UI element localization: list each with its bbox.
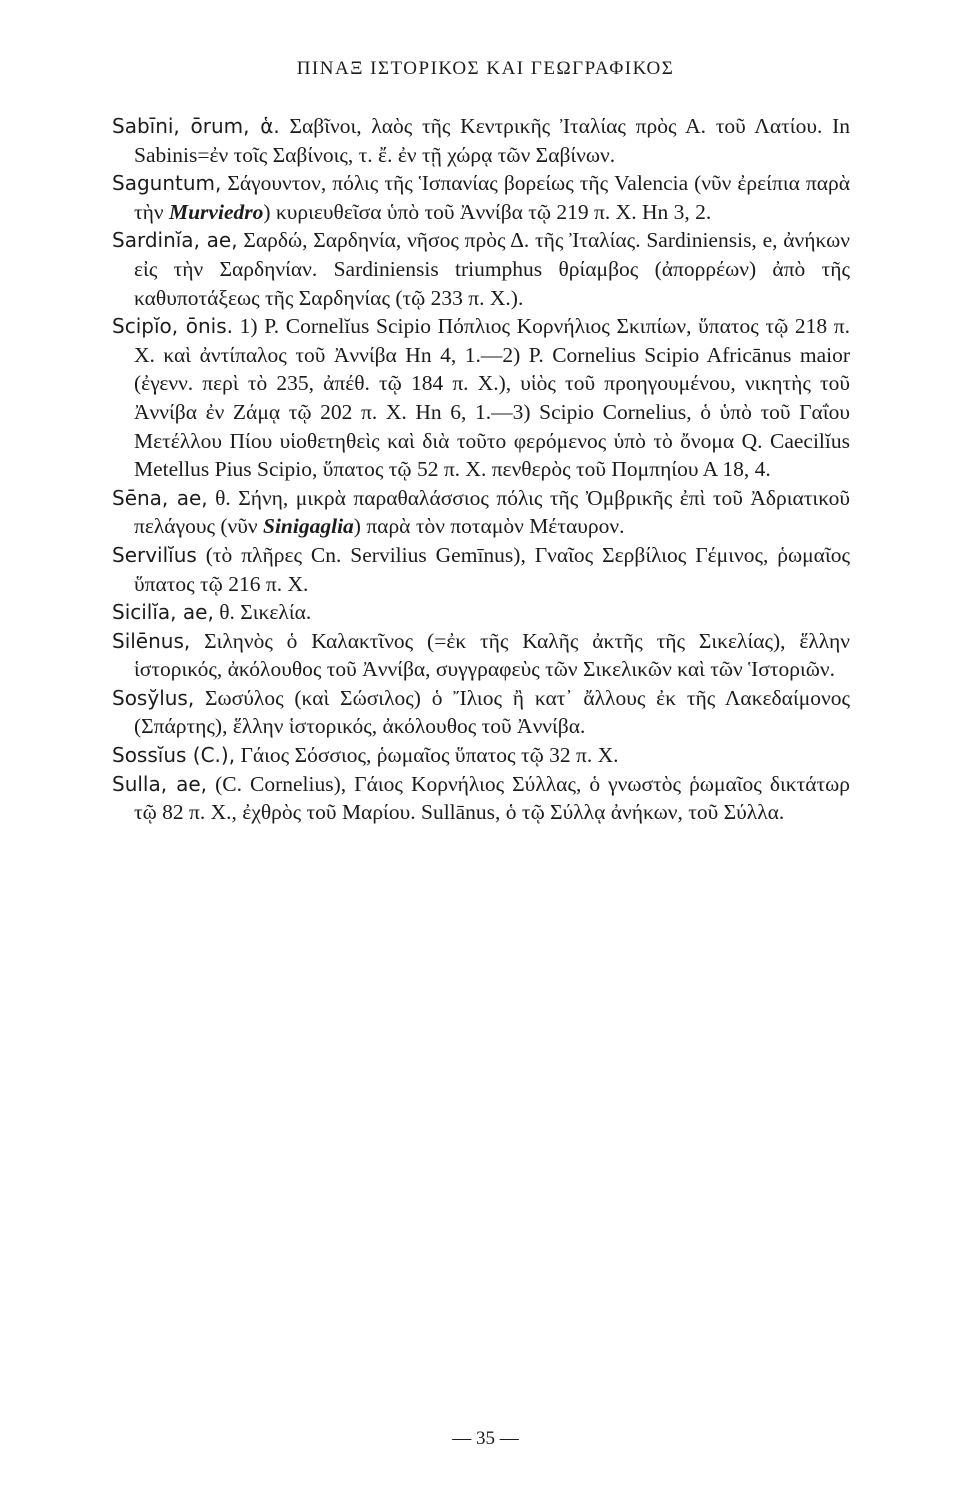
entry-italic-text: Murviedro bbox=[168, 199, 264, 224]
index-entry-servilius bbox=[112, 541, 850, 598]
running-head: ΠΙΝΑΞ ΙΣΤΟΡΙΚΟΣ ΚΑΙ ΓΕΩΓΡΑΦΙΚΟΣ bbox=[296, 58, 675, 79]
entry-term: Scipĭo, ōnis. bbox=[112, 314, 233, 339]
entry-text: Σάγουντον, πόλις τῆς Ἱσπανίας βορείως τῆς Valencia (νῦν ἐρείπια παρὰ τὴν bbox=[134, 171, 850, 224]
entry-text: Σαβῖνοι, λαὸς τῆς Κεντρικῆς Ἰταλίας πρὸς Α. τοῦ Λατίου. In Sabinis=ἐν τοῖς Σαβίνοις, τ. ἔ. ἐν τῇ χώρᾳ τῶν Σαβίνων. bbox=[134, 114, 850, 167]
page-number: — 35 — bbox=[452, 1428, 519, 1449]
entry-text-continued: ) κυριευθεῖσα ὑπὸ τοῦ Ἀννίβα τῷ 219 π. Χ. Hn 3, 2. bbox=[263, 199, 712, 224]
entry-term: Sardinĭa, ae, bbox=[112, 228, 238, 253]
entry-text: θ. Σικελία. bbox=[213, 600, 312, 625]
entry-text: (τὸ πλῆρες Cn. Servilius Gemīnus), Γναῖος Σερβίλιος Γέμινος, ῥωμαῖος ὕπατος τῷ 216 π. Χ. bbox=[134, 542, 850, 596]
entry-text-continued: ) παρὰ τὸν ποταμὸν Μέταυρον. bbox=[353, 514, 625, 539]
index-entry-sardinia bbox=[112, 226, 850, 312]
entry-text: Σιληνὸς ὁ Καλακτῖνος (=ἐκ τῆς Καλῆς ἀκτῆς τῆς Σικελίας), ἕλλην ἱστορικός, ἀκόλουθος τοῦ Ἀννίβα, συγγραφεὺς τῶν Σικελικῶν καὶ τῶν Ἱστοριῶν. bbox=[134, 628, 850, 682]
entry-term: Servilĭus bbox=[112, 542, 197, 567]
entry-italic-text: Sinigaglia bbox=[262, 514, 354, 539]
index-entry-sulla bbox=[112, 770, 850, 827]
index-entry-saguntum bbox=[112, 169, 850, 226]
entry-text: θ. Σήνη, μικρὰ παραθαλάσσιος πόλις τῆς Ὀμβρικῆς ἐπὶ τοῦ Ἀδριατικοῦ πελάγους (νῦν bbox=[134, 485, 850, 539]
index-entry-sossius bbox=[112, 741, 850, 770]
entry-term: Sulla, ae, bbox=[112, 771, 208, 796]
entry-text: 1) P. Cornelĭus Scipio Πόπλιος Κορνήλιος Σκιπίων, ὕπατος τῷ 218 π. Χ. καὶ ἀντίπαλος τοῦ Ἀννίβα Hn 4, 1.—2) P. Cornelius Scipio Africānus maior (ἐγενν. περὶ τὸ 235, ἀπέθ. τῷ 184 π. Χ.), υἱὸς τοῦ προηγουμένου, νικητὴς τοῦ Ἀννίβα ἐν Ζάμᾳ τῷ 202 π. Χ. Hn 6, 1.—3) Scipio Cornelius, ὁ ὑπὸ τοῦ Γαΐου Μετέλλου Πίου υἱοθετηθεὶς καὶ διὰ τοῦτο φερόμενος ὑπὸ τὸ ὄνομα Q. Caecilĭus Metellus Pius Scipio, ὕπατος τῷ 52 π. Χ. πενθερὸς τοῦ Πομπηίου Α 18, 4. bbox=[134, 314, 850, 482]
entry-term: Saguntum, bbox=[112, 171, 222, 196]
index-entry-sabini bbox=[112, 112, 850, 169]
entry-text: Γάιος Σόσσιος, ῥωμαῖος ὕπατος τῷ 32 π. Χ. bbox=[235, 743, 619, 768]
entry-text: Σαρδώ, Σαρδηνία, νῆσος πρὸς Δ. τῆς Ἰταλίας. Sardiniensis, e, ἀνήκων εἰς τὴν Σαρδηνίαν. Sardiniensis triumphus θρίαμβος (ἀπορρέων) ἀπὸ τῆς καθυποτάξεως τῆς Σαρδηνίας (τῷ 233 π. Χ.). bbox=[134, 228, 850, 310]
entry-term: Sossĭus (C.), bbox=[112, 743, 236, 768]
index-entry-sicilia bbox=[112, 598, 850, 627]
entry-term: Sabīni, ōrum, ἁ. bbox=[112, 114, 280, 138]
index-entry-sosylus bbox=[112, 684, 850, 741]
entry-term: Sicilĭa, ae, bbox=[112, 600, 214, 625]
index-entry-scipio bbox=[112, 312, 850, 484]
entry-term: Sosy̆lus, bbox=[112, 685, 195, 710]
entry-term: Sēna, ae, bbox=[112, 485, 208, 510]
index-entry-silenus bbox=[112, 627, 850, 684]
entry-text: Σωσύλος (καὶ Σώσιλος) ὁ Ἴλιος ἢ κατ᾽ ἄλλους ἐκ τῆς Λακεδαίμονος (Σπάρτης), ἕλλην ἱστορικός, ἀκόλουθος τοῦ Ἀννίβα. bbox=[134, 685, 850, 739]
entry-text: (C. Cornelius), Γάιος Κορνήλιος Σύλλας, ὁ γνωστὸς ῥωμαῖος δικτάτωρ τῷ 82 π. Χ., ἐχθρὸς τοῦ Μαρίου. Sullānus, ὁ τῷ Σύλλᾳ ἀνήκων, τοῦ Σύλλα. bbox=[134, 771, 850, 825]
index-entries bbox=[112, 112, 850, 827]
index-entry-sena bbox=[112, 484, 850, 541]
entry-term: Silēnus, bbox=[112, 628, 191, 653]
